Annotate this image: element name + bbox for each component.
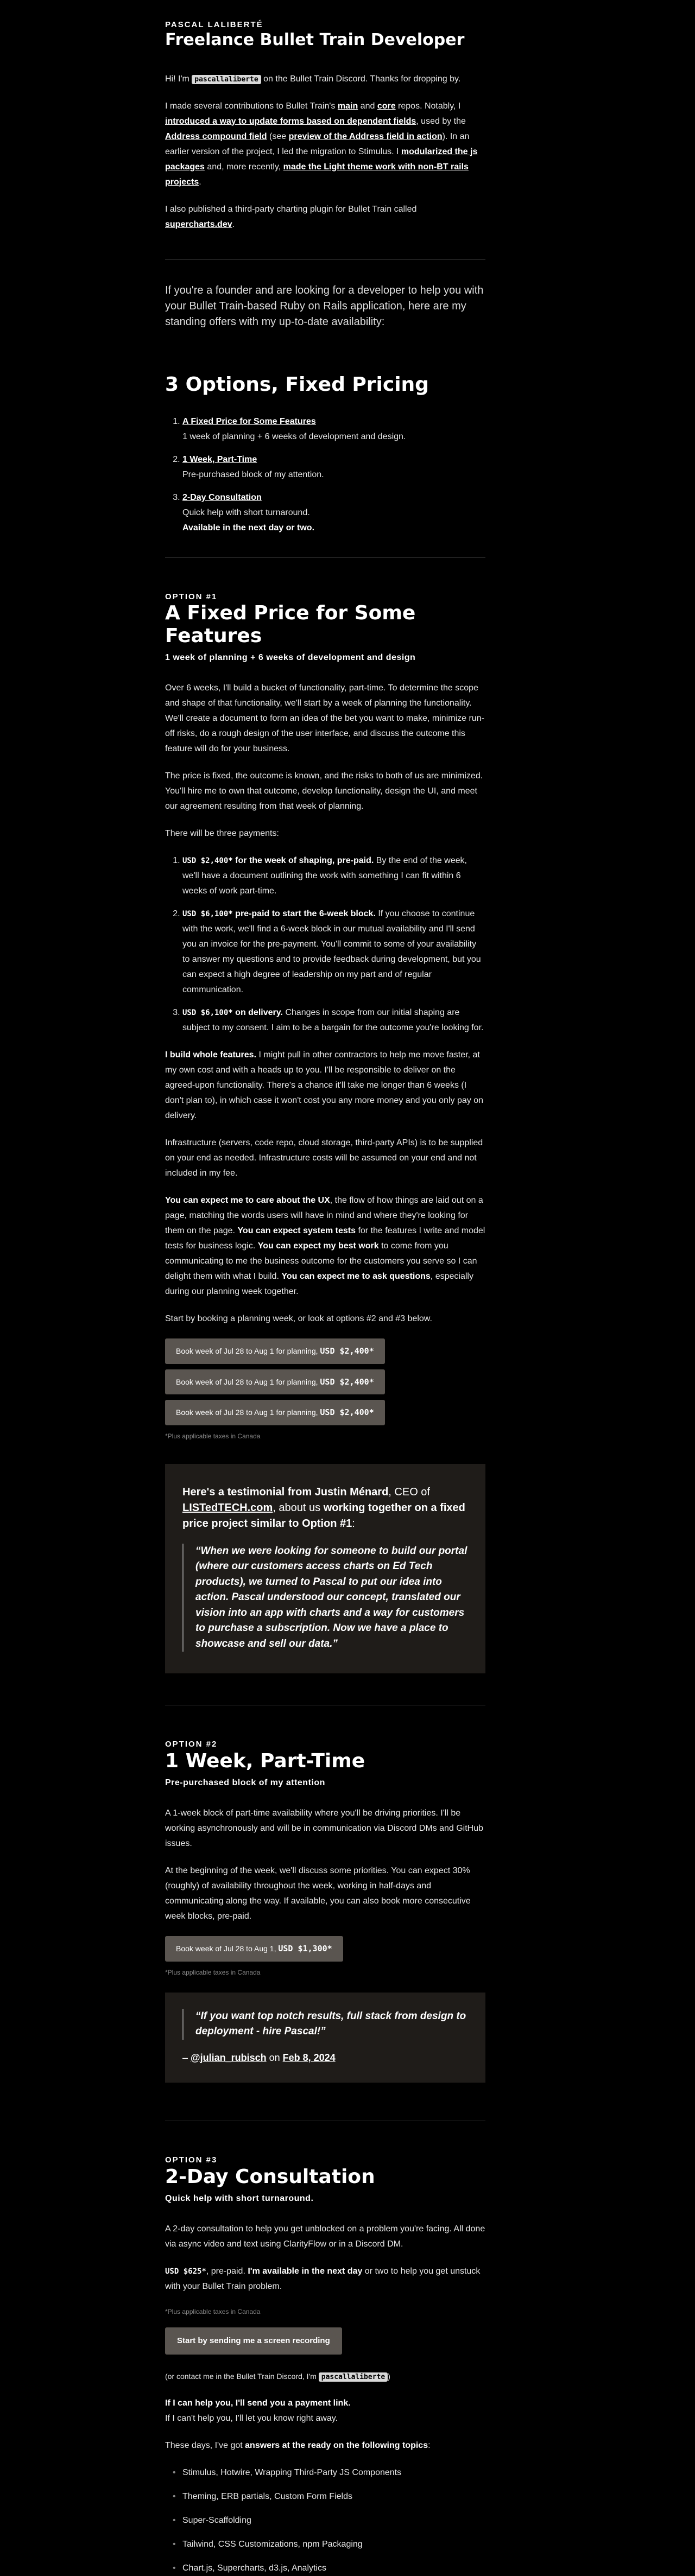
list-item: • Theming, ERB partials, Custom Form Fields — [182, 2489, 485, 2504]
link-address-preview[interactable]: preview of the Address field in action — [288, 131, 443, 141]
payments-list — [165, 853, 485, 1036]
discord-handle: pascallaliberte — [192, 75, 261, 84]
testimonial-quote: “When we were looking for someone to build our portal (where our customers access charts on Ed Tech products), we turned to Pascal to put our idea into action. Pascal understood our concept, translated our vision into an app with charts and a way for customers to purchase a subscription. Now we have a place to showcase and sell our data.” — [182, 1544, 468, 1652]
testimonial-card — [165, 1464, 485, 1674]
link-listedtech[interactable]: LISTedTECH.com — [182, 1501, 273, 1514]
testimonial-quote: “If you want top notch results, full stack from design to deployment - hire Pascal!” — [182, 2009, 468, 2040]
option-2-subtitle: Pre-purchased block of my attention — [165, 1778, 325, 1788]
discord-contact-note: (or contact me in the Bullet Train Discord, I'm pascallaliberte ) — [165, 2372, 390, 2382]
option-1-paragraph: Start by booking a planning week, or look at options #2 and #3 below. — [165, 1314, 432, 1324]
list-item: • Stimulus, Hotwire, Wrapping Third-Party JS Components — [182, 2465, 485, 2480]
option-3-subtitle: Quick help with short turnaround. — [165, 2193, 314, 2203]
link-julian-rubisch[interactable]: @julian_rubisch — [191, 2052, 267, 2063]
link-core-repo[interactable]: core — [377, 101, 396, 111]
options-list-item: 3. 2-Day Consultation Quick help with short turnaround. Available in the next day or two. — [182, 490, 485, 536]
option-1-paragraph: The price is fixed, the outcome is known, and the risks to both of us are minimized. You'll hire me to own that outcome, develop functionality, design the UI, and meet our agreement resulting from that week of planning. — [165, 771, 483, 811]
link-option-2[interactable]: 1 Week, Part-Time — [182, 454, 257, 464]
option-1-buttons — [165, 1338, 485, 1431]
option-3-title: 2-Day Consultation — [165, 2165, 375, 2188]
option-2-title: 1 Week, Part-Time — [165, 1749, 365, 1772]
link-modular-js[interactable]: modularized the js packages — [165, 147, 478, 172]
link-testimonial-date[interactable]: Feb 8, 2024 — [282, 2052, 336, 2063]
testimonial-card — [165, 1993, 485, 2083]
option-1-paragraph: Over 6 weeks, I'll build a bucket of functionality, part-time. To determine the scope and shape of that functionality, we'll start by a week of planning the functionality. We'll create a document to form an idea of the bet you want to make, minimize run-off risks, do a rough design of the user interface, and discuss the outcome this feature will do for your business. — [165, 683, 484, 754]
options-list — [165, 414, 485, 536]
option-1-paragraph: There will be three payments: — [165, 829, 279, 839]
book-planning-week-button[interactable]: Book week of Jul 28 to Aug 1 for planning, USD $2,400* — [165, 1369, 385, 1395]
option-2-paragraph: A 1-week block of part-time availability where you'll be driving priorities. I'll be working asynchronously and will be in communication via Discord DMs and GitHub issues. — [165, 1809, 484, 1849]
option-3-paragraph: If I can help you, I'll send you a payment link. If I can't help you, I'll let you know right away. — [165, 2399, 351, 2423]
page — [165, 0, 485, 2576]
topics-list — [165, 2465, 485, 2576]
options-list-item: 2. 1 Week, Part-Time Pre-purchased block of my attention. — [182, 452, 485, 483]
payment-item: 3. USD $6,100* on delivery. Changes in scope from our initial shaping are subject to my consent. I aim to be a bargain for the outcome you're looking for. — [182, 1005, 485, 1036]
lead-paragraph: If you're a founder and are looking for a developer to help you with your Bullet Train-based Ruby on Rails application, here are my standing offers with my up-to-date availability: — [165, 284, 484, 328]
list-item: • Super-Scaffolding — [182, 2513, 485, 2528]
link-supercharts[interactable]: supercharts.dev — [165, 219, 232, 229]
option-1-subtitle: 1 week of planning + 6 weeks of development and design — [165, 653, 416, 663]
intro-paragraph-2: I made several contributions to Bullet Train's main and core repos. Notably, I introduced a way to update forms based on dependent fields, used by the Address compound field (see preview of the Address field in action). In an earlier version of the project, I led the migration to Stimulus. I modularized the js packages and, more recently, made the Light theme work with non-BT rails projects. — [165, 101, 478, 187]
option-1-title: A Fixed Price for Some Features — [165, 602, 416, 647]
options-list-item: 1. A Fixed Price for Some Features 1 week of planning + 6 weeks of development and design. — [182, 414, 485, 445]
option-1-paragraph: I build whole features. I might pull in other contractors to help me move faster, at my own cost and with a heads up to you. I'll be responsible to deliver on the agreed-upon functionality. There's a chance it'll take me longer than 6 weeks (I don't plan to), in which case it won't cost you any more money and you only pay on delivery. — [165, 1050, 483, 1121]
book-part-time-week-button[interactable]: Book week of Jul 28 to Aug 1, USD $1,300* — [165, 1936, 343, 1962]
link-main-repo[interactable]: main — [337, 101, 358, 111]
testimonial-intro: Here's a testimonial from Justin Ménard, CEO of LISTedTECH.com, about us working together on a fixed price project similar to Option #1: — [182, 1486, 465, 1530]
link-dependent-fields[interactable]: introduced a way to update forms based on dependent fields — [165, 116, 416, 126]
send-screen-recording-button[interactable]: Start by sending me a screen recording — [165, 2327, 342, 2355]
testimonial-attribution: – @julian_rubisch on Feb 8, 2024 — [182, 2052, 336, 2063]
divider — [165, 259, 485, 260]
page-title: Freelance Bullet Train Developer — [165, 30, 465, 49]
tax-note: *Plus applicable taxes in Canada — [165, 2307, 261, 2315]
discord-handle: pascallaliberte — [319, 2372, 388, 2382]
tax-note: *Plus applicable taxes in Canada — [165, 1432, 261, 1440]
payment-item: 1. USD $2,400* for the week of shaping, pre-paid. By the end of the week, we'll have a document outlining the work with something I can fit within 6 weeks of work part-time. — [182, 853, 485, 899]
book-planning-week-button[interactable]: Book week of Jul 28 to Aug 1 for planning, USD $2,400* — [165, 1338, 385, 1364]
option-1-kicker: OPTION #1 — [165, 592, 218, 601]
book-planning-week-button[interactable]: Book week of Jul 28 to Aug 1 for planning, USD $2,400* — [165, 1400, 385, 1425]
option-3-paragraph: These days, I've got answers at the ready on the following topics: — [165, 2441, 431, 2451]
link-address-field[interactable]: Address compound field — [165, 131, 267, 141]
list-item: • Tailwind, CSS Customizations, npm Packaging — [182, 2537, 485, 2552]
option-3-kicker: OPTION #3 — [165, 2155, 218, 2165]
link-light-theme[interactable]: made the Light theme work with non-BT rails projects — [165, 162, 469, 187]
option-3-paragraph: A 2-day consultation to help you get unblocked on a problem you're facing. All done via async video and text using ClarityFlow or in a Discord DM. — [165, 2224, 485, 2249]
payment-item: 2. USD $6,100* pre-paid to start the 6-week block. If you choose to continue with the work, we'll find a 6-week block in our mutual availability and I'll send you an invoice for the pre-payment. You'll commit to some of your availability to answer my questions and to provide feedback during development, but you can expect a high degree of leadership on my part and of regular communication. — [182, 906, 485, 998]
pricing-title: 3 Options, Fixed Pricing — [165, 373, 429, 396]
link-option-3[interactable]: 2-Day Consultation — [182, 492, 262, 502]
divider — [165, 557, 485, 558]
link-option-1[interactable]: A Fixed Price for Some Features — [182, 416, 316, 426]
tax-note: *Plus applicable taxes in Canada — [165, 1968, 261, 1976]
option-2-kicker: OPTION #2 — [165, 1740, 218, 1749]
list-item: • Chart.js, Supercharts, d3.js, Analytics — [182, 2561, 485, 2576]
option-1-paragraph: Infrastructure (servers, code repo, cloud storage, third-party APIs) is to be supplied on your end as needed. Infrastructure costs will be assumed on your end and not included in my fee. — [165, 1138, 483, 1178]
intro-paragraph-1: Hi! I'm pascallaliberte on the Bullet Train Discord. Thanks for dropping by. — [165, 74, 461, 84]
author-kicker: PASCAL LALIBERTÉ — [165, 20, 263, 29]
option-1-paragraph: You can expect me to care about the UX, the flow of how things are laid out on a page, matching the words users will have in mind and where they're looking for them on the page. You can expect system tests for the features I write and model tests for business logic. You can expect my best work to come from you communicating to me the business outcome for the customers you serve so I can delight them with what I build. You can expect me to ask questions, especially during our planning week together. — [165, 1196, 485, 1297]
option-3-paragraph: USD $625*, pre-paid. I'm available in the next day or two to help you get unstuck with your Bullet Train problem. — [165, 2266, 481, 2291]
option-2-paragraph: At the beginning of the week, we'll discuss some priorities. You can expect 30% (roughly) of availability throughout the week, working in half-days and communicating along the way. If available, you can also book more consecutive week blocks, pre-paid. — [165, 1866, 471, 1921]
intro-paragraph-3: I also published a third-party charting plugin for Bullet Train called supercharts.dev. — [165, 204, 417, 229]
